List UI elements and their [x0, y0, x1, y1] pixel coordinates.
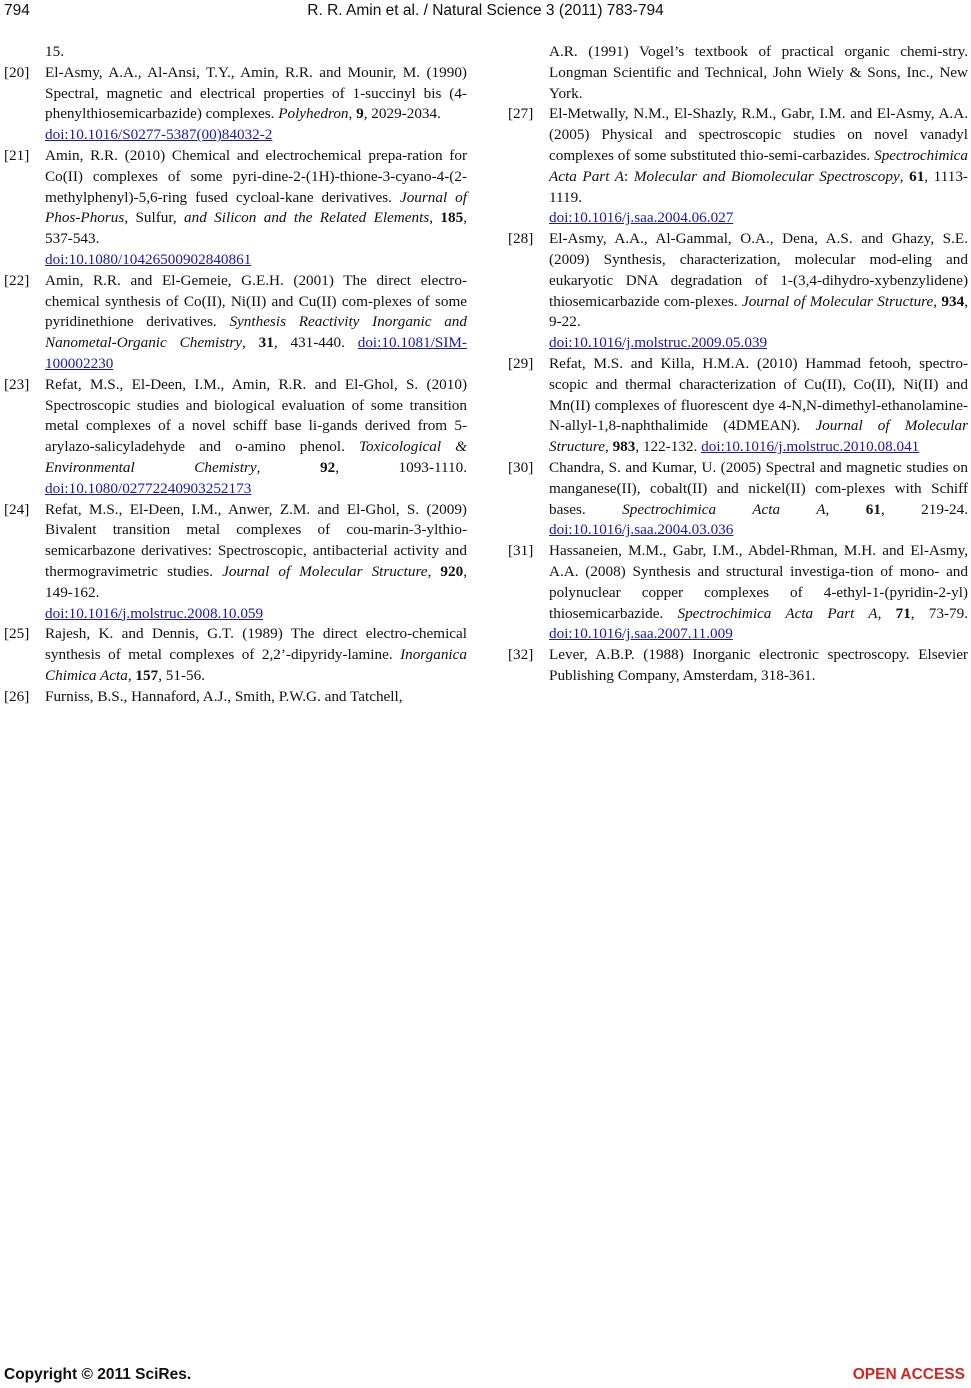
reference-32 — [508, 645, 968, 687]
page-number: 794 — [4, 2, 30, 19]
reference-number: [20] — [4, 63, 30, 81]
reference-24 — [4, 500, 467, 625]
reference-text: El-Asmy, A.A., Al-Ansi, T.Y., Amin, R.R. and Mounir, M. (1990) Spectral, magnetic and electrical properties of 1-succinyl bis (4-phenylthiosemicarbazide) complexes. — [45, 63, 467, 123]
reference-number: [24] — [4, 500, 30, 518]
copyright-notice: Copyright © 2011 SciRes. — [4, 1366, 192, 1383]
volume: 61 — [909, 167, 925, 185]
reference-text: , — [348, 105, 357, 123]
doi-link[interactable]: doi:10.1016/j.molstruc.2010.08.041 — [701, 438, 920, 456]
doi-link[interactable]: doi:10.1081/SIM-100002230 — [45, 334, 467, 372]
journal-title: Inorganica Chimica Acta — [45, 646, 467, 684]
journal-title: and Silicon and the Related Elements — [184, 209, 430, 227]
journal-title: Journal of Molecular Structure — [741, 292, 934, 310]
reference-text: , 73-79. — [910, 604, 969, 622]
reference-text: El-Asmy, A.A., Al-Gammal, O.A., Dena, A.S. and Ghazy, S.E. (2009) Synthesis, characterization, molecular mod-eling and eukaryotic DNA degradation of 1-(3,4-dihydro-xybenzylidene) thiosemicarbazide com-plexes. — [549, 230, 968, 310]
volume: 92 — [320, 458, 336, 476]
reference-text: El-Metwally, N.M., El-Shazly, R.M., Gabr, I.M. and El-Asmy, A.A. (2005) Physical and spectroscopic studies on novel vanadyl complexes of some substituted thio-semi-carbazides. — [549, 105, 968, 164]
volume: 920 — [440, 562, 464, 580]
journal-title: Molecular and Biomolecular Spectroscopy — [633, 167, 900, 185]
journal-title: Synthesis Reactivity Inorganic and Nanometal-Organic Chemistry — [45, 313, 467, 352]
reference-29 — [508, 354, 968, 458]
reference-number: [28] — [508, 230, 534, 248]
reference-text: , — [429, 209, 441, 227]
reference-text: , — [256, 458, 320, 476]
reference-text: Refat, M.S., El-Deen, I.M., Anwer, Z.M. and El-Ghol, S. (2009) Bivalent transition metal complexes of cou-marin-3-ylthio-semicarbazone derivatives: Spectroscopic, antibacterial activity and thermogravimetric studies. — [45, 500, 467, 580]
volume: 157 — [135, 666, 159, 684]
reference-text: Chandra, S. and Kumar, U. (2005) Spectral and magnetic studies on manganese(II), cobalt(II) and nickel(II) com-plexes with Schiff bases. — [549, 458, 968, 518]
reference-text: Rajesh, K. and Dennis, G.T. (1989) The direct electro-chemical synthesis of metal complexes of 2,2’-dipyridy-lamine. — [45, 625, 467, 664]
journal-title: Spectrochimica Acta A — [622, 500, 826, 518]
journal-title: Spectrochimica Acta Part A — [677, 604, 878, 622]
reference-number: [27] — [508, 105, 534, 123]
reference-22 — [4, 271, 467, 375]
reference-number: [22] — [4, 271, 30, 289]
volume: 71 — [895, 604, 911, 622]
volume: 934 — [941, 292, 965, 310]
reference-text: , 122-132. — [635, 438, 702, 456]
reference-number: [25] — [4, 625, 30, 643]
reference-23 — [4, 375, 467, 500]
reference-text: , 9-22. — [549, 292, 968, 331]
volume: 983 — [612, 438, 636, 456]
doi-link[interactable]: doi:10.1016/S0277-5387(00)84032-2 — [45, 126, 273, 144]
reference-25 — [4, 624, 467, 686]
volume: 61 — [865, 500, 881, 518]
reference-continuation: A.R. (1991) Vogel’s textbook of practical organic chemi-stry. Longman Scientific and Technical, John Wiely & Sons, Inc., New York. — [549, 43, 968, 102]
journal-title: Journal of Molecular Structure — [222, 562, 428, 580]
reference-text: , — [127, 666, 136, 684]
journal-title: Polyhedron — [278, 105, 349, 123]
doi-link[interactable]: doi:10.1080/10426500902840861 — [45, 250, 252, 268]
reference-text: , 219-24. — [880, 500, 969, 518]
reference-27 — [508, 104, 968, 229]
open-access-label: OPEN ACCESS — [852, 1366, 965, 1383]
reference-text: , 149-162. — [45, 562, 467, 601]
reference-31 — [508, 541, 968, 645]
reference-text: , — [899, 167, 910, 185]
reference-text: , 537-543. — [45, 209, 467, 248]
journal-title: Toxicological & Environmental Chemistry — [45, 438, 467, 476]
journal-title: Journal of Molecular Structure — [549, 417, 968, 456]
reference-text: , — [877, 604, 896, 622]
reference-21 — [4, 146, 467, 271]
volume: 9 — [356, 105, 364, 123]
reference-text: , 1093-1110. — [335, 458, 467, 476]
reference-30 — [508, 458, 968, 541]
reference-26 — [4, 687, 467, 708]
reference-text: , 51-56. — [158, 666, 206, 684]
reference-number: [30] — [508, 458, 534, 476]
doi-link[interactable]: doi:10.1016/j.saa.2004.03.036 — [549, 521, 734, 539]
reference-continuation: 15. — [45, 43, 64, 60]
reference-text: : — [624, 167, 634, 185]
doi-link[interactable]: doi:10.1016/j.molstruc.2008.10.059 — [45, 604, 264, 622]
reference-text: , 1113-1119. — [549, 167, 968, 206]
reference-text: Amin, R.R. (2010) Chemical and electrochemical prepa-ration for Co(II) complexes of some pyri-dine-2-(1H)-thione-3-cyano-4-(2-methylphenyl)-5,6-ring fused cycloal-kane derivatives. — [45, 146, 467, 206]
journal-title: Journal of Phos-Phorus — [45, 188, 467, 227]
running-title: R. R. Amin et al. / Natural Science 3 (2011) 783-794 — [307, 2, 664, 19]
reference-text: Amin, R.R. and El-Gemeie, G.E.H. (2001) The direct electro-chemical synthesis of Co(II), Ni(II) and Cu(II) com-plexes of some pyridinethione derivatives. — [45, 271, 467, 331]
doi-link[interactable]: doi:10.1016/j.saa.2007.11.009 — [549, 625, 733, 643]
reference-text: , 431-440. — [273, 334, 358, 352]
doi-link[interactable]: doi:10.1080/02772240903252173 — [45, 479, 252, 497]
reference-number: [31] — [508, 542, 534, 560]
reference-text: , — [933, 292, 942, 310]
right-column — [508, 42, 968, 687]
reference-text: , — [427, 562, 441, 580]
reference-text: , — [242, 334, 259, 352]
reference-text: , 2029-2034. — [363, 105, 441, 123]
reference-text: Refat, M.S., El-Deen, I.M., Amin, R.R. and El-Ghol, S. (2010) Spectroscopic studies and biological evaluation of some transition metal complexes of a novel schiff base li-gands derived from 5-arylazo-salicyladehyde and o-amino phenol. — [45, 375, 467, 456]
reference-text: , Sulfur, — [124, 209, 185, 227]
doi-link[interactable]: doi:10.1016/j.saa.2004.06.027 — [549, 209, 734, 227]
volume: 31 — [258, 334, 274, 352]
reference-number: [29] — [508, 354, 534, 372]
reference-text: Refat, M.S. and Killa, H.M.A. (2010) Hammad fetooh, spectro-scopic and thermal characterization of Cu(II), Co(II), Ni(II) and Mn(II) complexes of fluorescent dye 4-N,N-dimethyl-ethanolamine-N-allyl-1,8-naphthalimide (4DMEAN). — [549, 354, 968, 435]
reference-number: [26] — [4, 687, 30, 705]
reference-number: [21] — [4, 146, 30, 164]
reference-20 — [4, 63, 467, 146]
reference-text: , — [604, 438, 613, 456]
doi-link[interactable]: doi:10.1016/j.molstruc.2009.05.039 — [549, 334, 768, 352]
reference-number: [32] — [508, 646, 534, 664]
reference-text: Lever, A.B.P. (1988) Inorganic electronic spectroscopy. Elsevier Publishing Company, Amsterdam, 318-361. — [549, 646, 968, 684]
page-header — [0, 0, 971, 24]
reference-text: , — [825, 500, 866, 518]
volume: 185 — [440, 209, 464, 227]
reference-text: Furniss, B.S., Hannaford, A.J., Smith, P.W.G. and Tatchell, — [45, 687, 403, 705]
reference-text: Hassaneien, M.M., Gabr, I.M., Abdel-Rhman, M.H. and El-Asmy, A.A. (2008) Synthesis and structural investiga-tion of mono- and polynuclear copper complexes of 4-ethyl-1-(pyridin-2-yl) thiosemicarbazide. — [549, 542, 968, 622]
reference-number: [23] — [4, 375, 30, 393]
journal-title: Spectrochimica Acta Part A — [549, 146, 968, 185]
left-column — [4, 42, 467, 708]
reference-28 — [508, 229, 968, 354]
